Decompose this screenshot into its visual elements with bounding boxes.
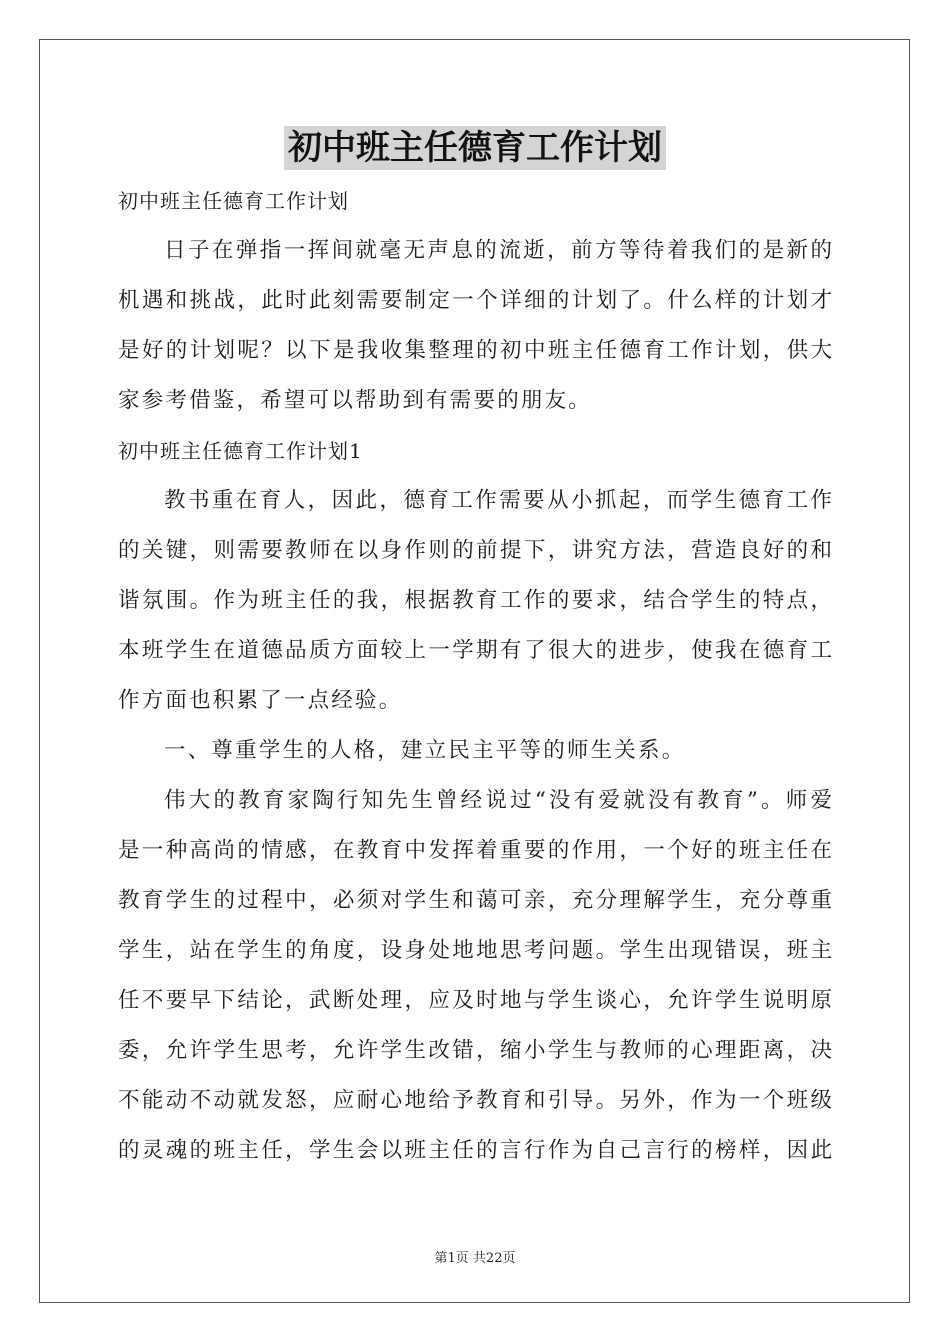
paragraph-line: 作方面也积累了一点经验。 [118, 688, 403, 713]
paragraph-line: 任不要早下结论，武断处理，应及时地与学生谈心，允许学生说明原 [118, 988, 832, 1013]
section-heading: 初中班主任德育工作计划1 [118, 439, 363, 463]
paragraph-line: 教书重在育人，因此，德育工作需要从小抓起，而学生德育工作 [164, 488, 832, 513]
paragraph-line: 学生，站在学生的角度，设身处地地思考问题。学生出现错误，班主 [118, 938, 832, 963]
title-container [0, 126, 950, 170]
page-footer: 第1页 共22页 [434, 1251, 516, 1266]
paragraph-line: 日子在弹指一挥间就毫无声息的流逝，前方等待着我们的是新的 [164, 238, 832, 263]
document-body [118, 176, 832, 1176]
paragraph-line: 是好的计划呢？以下是我收集整理的初中班主任德育工作计划，供大 [118, 338, 832, 363]
paragraph-line: 谐氛围。作为班主任的我，根据教育工作的要求，结合学生的特点， [118, 588, 832, 613]
paragraph-line: 不能动不动就发怒，应耐心地给予教育和引导。另外，作为一个班级 [118, 1088, 832, 1113]
paragraph-line: 教育学生的过程中，必须对学生和蔼可亲，充分理解学生，充分尊重 [118, 888, 832, 913]
paragraph-line: 伟大的教育家陶行知先生曾经说过“没有爱就没有教育”。师爱 [164, 788, 832, 813]
paragraph-line: 委，允许学生思考，允许学生改错，缩小学生与教师的心理距离，决 [118, 1038, 832, 1063]
paragraph-line: 本班学生在道德品质方面较上一学期有了很大的进步，使我在德育工 [118, 638, 832, 663]
paragraph-line: 是一种高尚的情感，在教育中发挥着重要的作用，一个好的班主任在 [118, 838, 832, 863]
subtitle-line: 初中班主任德育工作计划 [118, 189, 349, 213]
paragraph-line: 的关键，则需要教师在以身作则的前提下，讲究方法，营造良好的和 [118, 538, 832, 563]
paragraph-line: 的灵魂的班主任，学生会以班主任的言行作为自己言行的榜样，因此 [118, 1138, 832, 1163]
document-title: 初中班主任德育工作计划 [284, 126, 666, 170]
paragraph-line: 家参考借鉴，希望可以帮助到有需要的朋友。 [118, 388, 593, 413]
paragraph-line: 机遇和挑战，此时此刻需要制定一个详细的计划了。什么样的计划才 [118, 288, 832, 313]
subsection-heading: 一、尊重学生的人格，建立民主平等的师生关系。 [164, 738, 686, 763]
